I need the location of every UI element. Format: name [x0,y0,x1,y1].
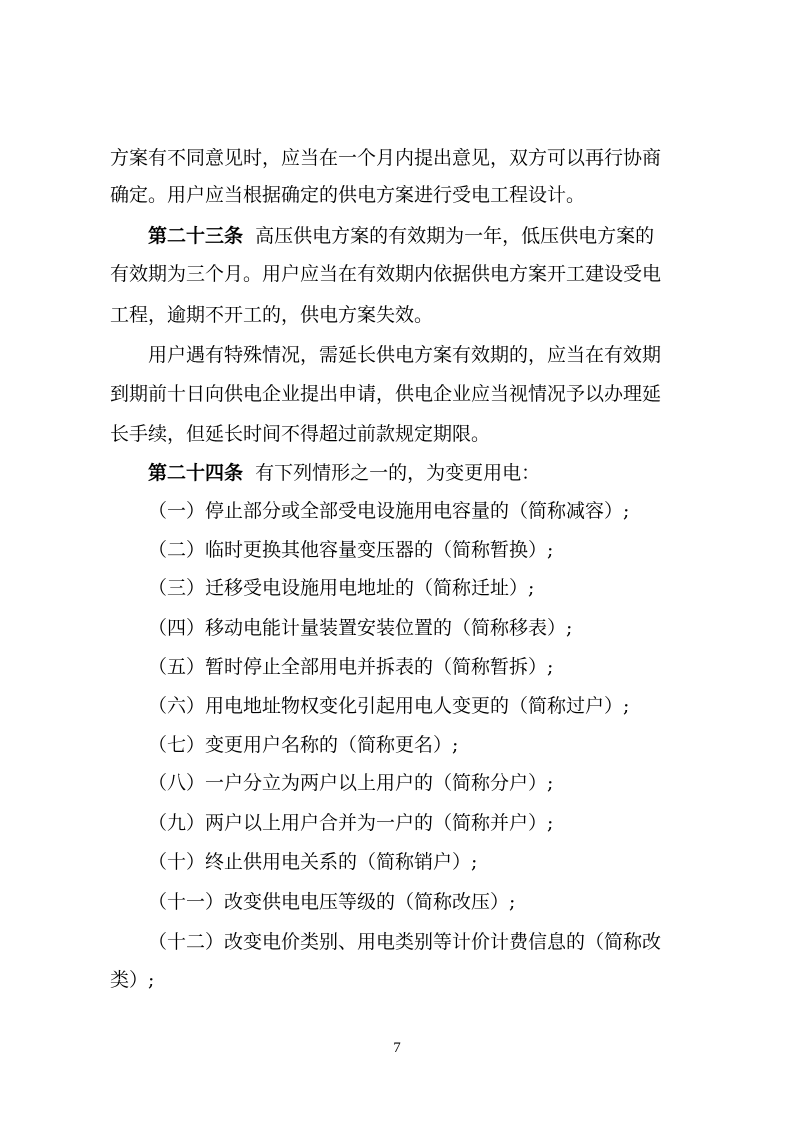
text-line: 确定。用户应当根据确定的供电方案进行受电工程设计。 [110,184,586,206]
article-23-first-line [148,224,654,248]
article-23-heading: 第二十三条 [148,225,244,247]
text-line: 方案有不同意见时，应当在一个月内提出意见，双方可以再行协商 [110,147,662,169]
list-item: （七）变更用户名称的（简称更名）; [148,734,459,756]
article-24-first-line [148,461,540,485]
list-item: （一）停止部分或全部受电设施用电容量的（简称减容）; [148,500,630,522]
text-line: 长手续，但延长时间不得超过前款规定期限。 [110,423,491,445]
list-item: （三）迁移受电设施用电地址的（简称迁址）; [148,577,535,599]
list-item: （十）终止供用电关系的（简称销户）; [148,851,478,873]
text-span: 有下列情形之一的，为变更用电： [255,462,541,484]
list-item: （十一）改变供电电压等级的（简称改压）; [148,891,516,913]
list-item: （十二）改变电价类别、用电类别等计价计费信息的（简称改 [148,931,662,953]
text-line: 有效期为三个月。用户应当在有效期内依据供电方案开工建设受电 [110,263,662,285]
list-item-continuation: 类）; [110,969,155,991]
text-span: 高压供电方案的有效期为一年，低压供电方案的 [255,225,655,247]
article-24-heading: 第二十四条 [148,462,244,484]
page-number: 7 [393,1040,401,1056]
text-line: 到期前十日向供电企业提出申请，供电企业应当视情况予以办理延 [110,383,662,405]
list-item: （八）一户分立为两户以上用户的（简称分户）; [148,772,554,794]
list-item: （六）用电地址物权变化引起用电人变更的（简称过户）; [148,695,630,717]
list-item: （九）两户以上用户合并为一户的（简称并户）; [148,812,554,834]
list-item: （五）暂时停止全部用电并拆表的（简称暂拆）; [148,656,554,678]
text-line: 工程，逾期不开工的，供电方案失效。 [110,304,434,326]
list-item: （二）临时更换其他容量变压器的（简称暂换）; [148,539,554,561]
list-item: （四）移动电能计量装置安装位置的（简称移表）; [148,617,573,639]
text-line: 用户遇有特殊情况，需延长供电方案有效期的，应当在有效期 [148,344,662,366]
